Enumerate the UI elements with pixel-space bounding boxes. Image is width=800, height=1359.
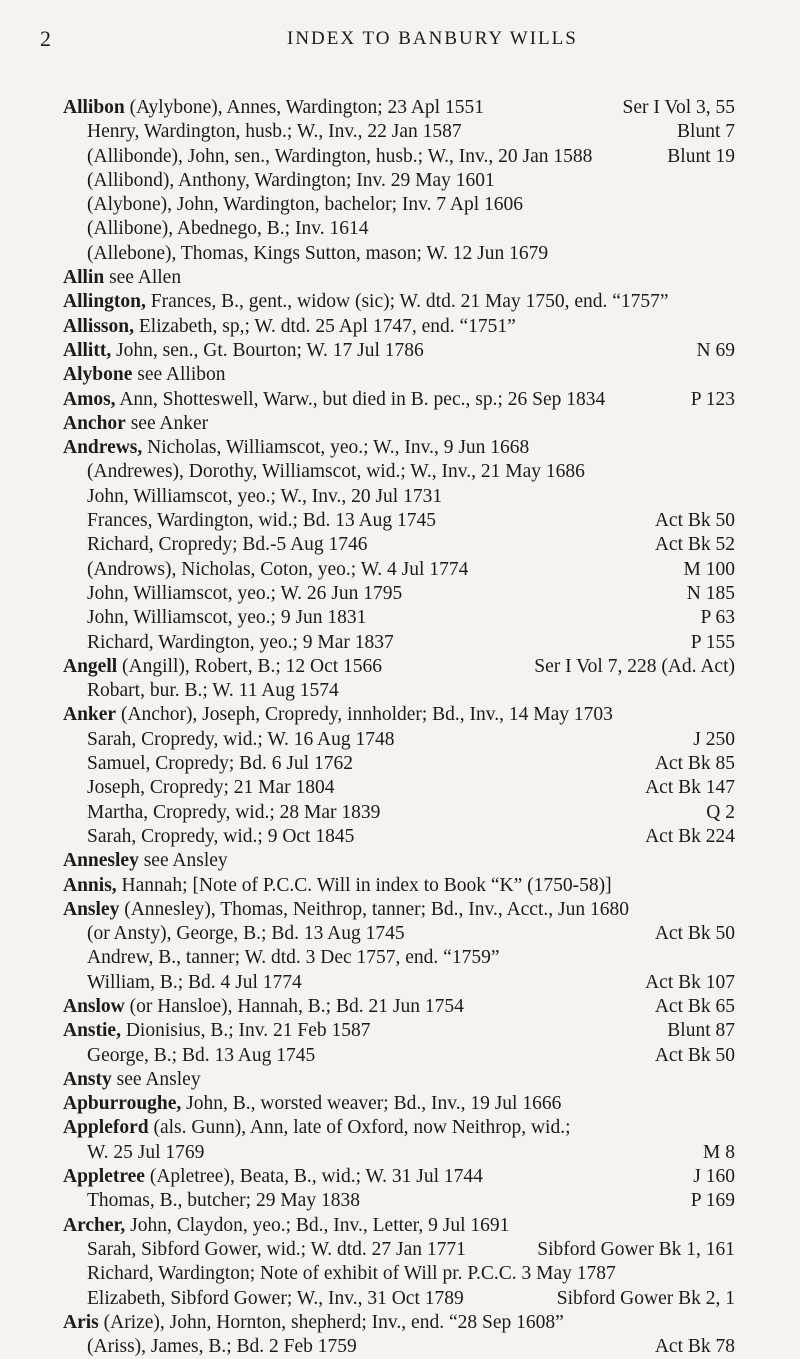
entry-text <box>63 874 735 898</box>
entry-details: George, B.; Bd. 13 Aug 1745 <box>87 1044 316 1066</box>
entry-text <box>63 1092 735 1116</box>
entry-text <box>87 946 735 970</box>
index-sub-entry <box>63 485 735 509</box>
entry-details: John, sen., Gt. Bourton; W. 17 Jul 1786 <box>111 339 424 361</box>
entry-surname: Allitt, <box>63 339 112 361</box>
entry-text <box>87 533 643 557</box>
page-number: 2 <box>40 26 51 51</box>
entry-reference: Blunt 7 <box>677 121 735 143</box>
entry-details: Frances, B., gent., widow (sic); W. dtd. 21 May 1750, end. “1757” <box>145 291 669 313</box>
entry-text <box>87 1141 691 1165</box>
entry-text <box>87 776 633 800</box>
index-sub-entry <box>63 606 735 630</box>
index-sub-entry <box>63 971 735 995</box>
entry-details: Nicholas, Williamscot, yeo.; W., Inv., 9 Jun 1668 <box>142 437 530 459</box>
entry-reference: Act Bk 65 <box>654 995 735 1017</box>
entry-details: (Androws), Nicholas, Coton, yeo.; W. 4 Jul 1774 <box>87 558 469 580</box>
entry-text <box>63 339 685 363</box>
entry-text <box>63 412 735 436</box>
entry-details: (Allibonde), John, sen., Wardington, husb.; W., Inv., 20 Jan 1588 <box>87 145 593 167</box>
index-entry <box>63 1068 735 1092</box>
entry-text <box>87 145 655 169</box>
entry-details: (Alybone), John, Wardington, bachelor; Inv. 7 Apl 1606 <box>87 194 524 216</box>
entry-text <box>63 898 735 922</box>
index-sub-entry <box>63 460 735 484</box>
index-entry <box>63 266 735 290</box>
entry-text <box>63 1068 735 1092</box>
entry-details: Sarah, Cropredy, wid.; W. 16 Aug 1748 <box>87 728 395 750</box>
index-sub-entry <box>63 533 735 557</box>
entry-text <box>63 995 643 1019</box>
index-sub-entry <box>63 509 735 533</box>
entry-details: (Allebone), Thomas, Kings Sutton, mason; W. 12 Jun 1679 <box>87 242 549 264</box>
index-sub-entry <box>63 679 735 703</box>
index-entry <box>63 1019 735 1043</box>
entry-details: see Ansley <box>111 1068 201 1090</box>
entry-details: Elizabeth, sp,; W. dtd. 25 Apl 1747, end. “1751” <box>133 315 516 337</box>
entry-details: Sarah, Sibford Gower, wid.; W. dtd. 27 Jan 1771 <box>87 1238 466 1260</box>
entry-text <box>87 1044 643 1068</box>
entry-surname: Allisson, <box>63 315 134 337</box>
index-sub-entry <box>63 1335 735 1359</box>
entry-text <box>63 1116 735 1140</box>
entry-details: Elizabeth, Sibford Gower; W., Inv., 31 Oct 1789 <box>87 1287 464 1309</box>
index-entry <box>63 363 735 387</box>
page-header <box>40 26 760 54</box>
entry-reference: Act Bk 107 <box>645 971 735 993</box>
entry-reference: Ser I Vol 7, 228 (Ad. Act) <box>534 655 735 677</box>
entry-reference: Act Bk 147 <box>645 777 735 799</box>
entry-text <box>87 509 643 533</box>
index-sub-entry <box>63 120 735 144</box>
entry-text <box>63 436 735 460</box>
entry-details: Robart, bur. B.; W. 11 Aug 1574 <box>87 680 339 702</box>
entry-reference: N 185 <box>686 582 735 604</box>
index-sub-entry <box>63 582 735 606</box>
entry-details: see Allen <box>104 267 182 289</box>
entry-reference: Blunt 87 <box>667 1020 735 1042</box>
entry-text <box>87 460 735 484</box>
index-entry <box>63 898 735 922</box>
entry-text <box>87 971 633 995</box>
entry-reference: M 8 <box>703 1141 735 1163</box>
entry-details: Samuel, Cropredy; Bd. 6 Jul 1762 <box>87 753 353 775</box>
entry-surname: Anslow <box>63 995 125 1017</box>
index-entry <box>63 849 735 873</box>
entry-reference: M 100 <box>683 558 735 580</box>
entry-text <box>87 801 694 825</box>
entry-surname: Ansty <box>63 1068 112 1090</box>
entry-surname: Archer, <box>63 1214 126 1236</box>
entry-details: (Apletree), Beata, B., wid.; W. 31 Jul 1744 <box>144 1166 483 1188</box>
entry-text <box>63 266 735 290</box>
entry-details: (Annesley), Thomas, Neithrop, tanner; Bd., Inv., Acct., Jun 1680 <box>119 898 629 920</box>
index-sub-entry <box>63 922 735 946</box>
entry-text <box>87 1238 525 1262</box>
entry-details: John, Williamscot, yeo.; 9 Jun 1831 <box>87 607 367 629</box>
entry-details: Thomas, B., butcher; 29 May 1838 <box>87 1190 360 1212</box>
entry-text <box>63 290 735 314</box>
entry-details: Hannah; [Note of P.C.C. Will in index to Book “K” (1750-58)] <box>116 874 612 896</box>
entry-details: John, Williamscot, yeo.; W., Inv., 20 Jul 1731 <box>87 485 443 507</box>
entry-details: Andrew, B., tanner; W. dtd. 3 Dec 1757, end. “1759” <box>87 947 500 969</box>
entry-reference: Act Bk 52 <box>654 534 735 556</box>
index-entry <box>63 436 735 460</box>
entry-details: Richard, Wardington; Note of exhibit of Will pr. P.C.C. 3 May 1787 <box>87 1263 616 1285</box>
entry-text <box>87 679 735 703</box>
index-entry <box>63 290 735 314</box>
entry-reference: P 123 <box>690 388 735 410</box>
entry-details: Richard, Cropredy; Bd.-5 Aug 1746 <box>87 534 368 556</box>
entry-details: John, Williamscot, yeo.; W. 26 Jun 1795 <box>87 582 403 604</box>
entry-reference: Act Bk 50 <box>654 923 735 945</box>
entry-details: (Allibond), Anthony, Wardington; Inv. 29 May 1601 <box>87 169 495 191</box>
entry-surname: Annis, <box>63 874 117 896</box>
entry-surname: Anstie, <box>63 1020 121 1042</box>
entry-text <box>87 1189 679 1213</box>
entry-text <box>87 169 735 193</box>
index-entry <box>63 655 735 679</box>
index-entry <box>63 96 735 120</box>
entry-text <box>87 1262 735 1286</box>
index-entry <box>63 1116 735 1140</box>
entry-surname: Ansley <box>63 898 120 920</box>
entry-text <box>63 703 735 727</box>
index-sub-entry <box>63 728 735 752</box>
index-sub-entry <box>63 752 735 776</box>
index-entry <box>63 412 735 436</box>
entry-reference: Act Bk 85 <box>654 753 735 775</box>
index-sub-entry <box>63 1189 735 1213</box>
index-entry <box>63 388 735 412</box>
index-sub-entry <box>63 801 735 825</box>
entry-surname: Apburroughe, <box>63 1093 182 1115</box>
index-sub-entry <box>63 242 735 266</box>
entry-details: (Ariss), James, B.; Bd. 2 Feb 1759 <box>87 1336 357 1358</box>
index-entry <box>63 703 735 727</box>
index-sub-entry <box>63 631 735 655</box>
entry-text <box>87 193 735 217</box>
entry-details: (or Hansloe), Hannah, B.; Bd. 21 Jun 1754 <box>124 995 464 1017</box>
entry-text <box>87 242 735 266</box>
entry-details: Martha, Cropredy, wid.; 28 Mar 1839 <box>87 801 381 823</box>
entry-reference: Act Bk 50 <box>654 510 735 532</box>
entry-text <box>87 582 675 606</box>
entry-reference: J 250 <box>693 728 735 750</box>
index-sub-entry <box>63 1044 735 1068</box>
entry-text <box>87 606 689 630</box>
entry-details: (Allibone), Abednego, B.; Inv. 1614 <box>87 218 369 240</box>
entry-surname: Angell <box>63 655 118 677</box>
index-sub-entry <box>63 946 735 970</box>
entry-surname: Anchor <box>63 412 126 434</box>
entry-details: see Ansley <box>138 850 228 872</box>
entry-text <box>63 315 735 339</box>
entry-reference: Sibford Gower Bk 1, 161 <box>537 1238 735 1260</box>
entry-surname: Amos, <box>63 388 116 410</box>
entry-surname: Annesley <box>63 850 139 872</box>
index-entry <box>63 995 735 1019</box>
entry-details: Sarah, Cropredy, wid.; 9 Oct 1845 <box>87 825 355 847</box>
entry-reference: Blunt 19 <box>667 145 735 167</box>
entry-text <box>63 363 735 387</box>
entry-text <box>63 849 735 873</box>
entry-text <box>87 1287 545 1311</box>
entry-reference: J 160 <box>693 1166 735 1188</box>
index-sub-entry <box>63 217 735 241</box>
index-entry <box>63 315 735 339</box>
entry-text <box>87 485 735 509</box>
entry-surname: Anker <box>63 704 117 726</box>
index-entry <box>63 874 735 898</box>
entry-details: Joseph, Cropredy; 21 Mar 1804 <box>87 777 335 799</box>
entry-surname: Allington, <box>63 291 146 313</box>
entry-details: Richard, Wardington, yeo.; 9 Mar 1837 <box>87 631 394 653</box>
entry-reference: Act Bk 224 <box>645 825 735 847</box>
entry-text <box>87 922 643 946</box>
entry-details: (Angill), Robert, B.; 12 Oct 1566 <box>117 655 383 677</box>
index-sub-entry <box>63 776 735 800</box>
index-sub-entry <box>63 169 735 193</box>
index-sub-entry <box>63 1141 735 1165</box>
entry-surname: Allin <box>63 267 105 289</box>
entry-text <box>87 1335 643 1359</box>
entry-text <box>87 217 735 241</box>
entry-details: W. 25 Jul 1769 <box>87 1141 205 1163</box>
entry-text <box>63 655 522 679</box>
entry-text <box>63 1214 735 1238</box>
entry-surname: Appleford <box>63 1117 149 1139</box>
entry-surname: Aris <box>63 1311 99 1333</box>
entry-details: see Anker <box>125 412 209 434</box>
entry-text <box>87 752 643 776</box>
index-entry <box>63 339 735 363</box>
entry-text <box>87 631 679 655</box>
entry-details: Frances, Wardington, wid.; Bd. 13 Aug 1745 <box>87 510 437 532</box>
entry-reference: Act Bk 78 <box>654 1336 735 1358</box>
index-entry <box>63 1214 735 1238</box>
entry-details: Ann, Shotteswell, Warw., but died in B. pec., sp.; 26 Sep 1834 <box>115 388 606 410</box>
entry-text <box>87 558 672 582</box>
entry-details: William, B.; Bd. 4 Jul 1774 <box>87 971 302 993</box>
entry-text <box>87 120 665 144</box>
entry-details: (Aylybone), Annes, Wardington; 23 Apl 1551 <box>124 97 484 118</box>
index-entry <box>63 1165 735 1189</box>
entry-details: (als. Gunn), Ann, late of Oxford, now Neithrop, wid.; <box>148 1117 571 1139</box>
index-sub-entry <box>63 1287 735 1311</box>
entry-text <box>63 1311 735 1335</box>
index-entry <box>63 1311 735 1335</box>
entry-reference: Act Bk 50 <box>654 1044 735 1066</box>
entry-text <box>63 96 611 120</box>
entry-text <box>63 388 679 412</box>
entry-details: Henry, Wardington, husb.; W., Inv., 22 Jan 1587 <box>87 121 462 143</box>
entry-surname: Allibon <box>63 97 125 118</box>
index-sub-entry <box>63 558 735 582</box>
entry-details: (Anchor), Joseph, Cropredy, innholder; Bd., Inv., 14 May 1703 <box>116 704 613 726</box>
index-sub-entry <box>63 1238 735 1262</box>
entry-details: (or Ansty), George, B.; Bd. 13 Aug 1745 <box>87 923 405 945</box>
entry-details: John, B., worsted weaver; Bd., Inv., 19 Jul 1666 <box>181 1093 562 1115</box>
index-entries <box>63 96 735 1359</box>
index-sub-entry <box>63 193 735 217</box>
entry-text <box>63 1019 655 1043</box>
entry-reference: N 69 <box>696 339 735 361</box>
entry-text <box>87 825 633 849</box>
entry-reference: P 63 <box>700 607 735 629</box>
entry-text <box>63 1165 681 1189</box>
entry-reference: P 155 <box>690 631 735 653</box>
entry-details: John, Claydon, yeo.; Bd., Inv., Letter, 9 Jul 1691 <box>125 1214 510 1236</box>
entry-surname: Appletree <box>63 1166 145 1188</box>
entry-text <box>87 728 681 752</box>
entry-details: (Andrewes), Dorothy, Williamscot, wid.; W., Inv., 21 May 1686 <box>87 461 585 483</box>
entry-details: Dionisius, B.; Inv. 21 Feb 1587 <box>120 1020 371 1042</box>
entry-details: see Allibon <box>132 364 226 386</box>
index-sub-entry <box>63 1262 735 1286</box>
entry-surname: Alybone <box>63 364 133 386</box>
index-sub-entry <box>63 145 735 169</box>
running-title: INDEX TO BANBURY WILLS <box>287 28 578 49</box>
entry-reference: Ser I Vol 3, 55 <box>622 97 735 118</box>
index-sub-entry <box>63 825 735 849</box>
entry-reference: P 169 <box>690 1190 735 1212</box>
entry-reference: Q 2 <box>706 801 735 823</box>
entry-details: (Arize), John, Hornton, shepherd; Inv., end. “28 Sep 1608” <box>98 1311 564 1333</box>
index-entry <box>63 1092 735 1116</box>
entry-reference: Sibford Gower Bk 2, 1 <box>556 1287 735 1309</box>
entry-surname: Andrews, <box>63 437 143 459</box>
